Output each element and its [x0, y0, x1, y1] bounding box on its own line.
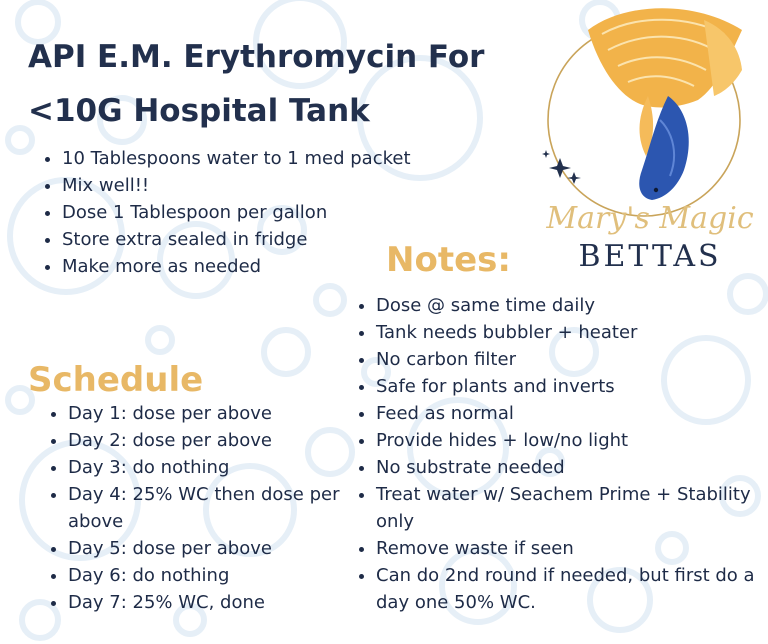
list-item: • Day 2: dose per above	[68, 427, 358, 454]
schedule-heading: Schedule	[28, 360, 204, 400]
list-item: • Day 1: dose per above	[68, 400, 358, 427]
list-item: • Day 6: do nothing	[68, 562, 358, 589]
list-item: • Feed as normal	[376, 400, 768, 427]
list-item: • Dose @ same time daily	[376, 292, 768, 319]
list-item: • Remove waste if seen	[376, 535, 768, 562]
list-item: • 10 Tablespoons water to 1 med packet	[62, 145, 482, 172]
list-item: • Can do 2nd round if needed, but first do a day one 50% WC.	[376, 562, 768, 616]
list-item: • Dose 1 Tablespoon per gallon	[62, 199, 482, 226]
list-item: • Day 3: do nothing	[68, 454, 358, 481]
list-item: • Day 4: 25% WC then dose per above	[68, 481, 358, 535]
list-item: • Treat water w/ Seachem Prime + Stability only	[376, 481, 768, 535]
list-item: • No carbon filter	[376, 346, 768, 373]
logo-name-text: BETTAS	[578, 239, 722, 274]
list-item: • Safe for plants and inverts	[376, 373, 768, 400]
list-item: • Provide hides + low/no light	[376, 427, 768, 454]
logo-script-text: Mary's Magic	[546, 201, 754, 236]
page-title: API E.M. Erythromycin For <10G Hospital Tank	[28, 39, 485, 129]
list-item: • Store extra sealed in fridge	[62, 226, 482, 253]
betta-fish-icon	[528, 0, 768, 280]
schedule-list	[42, 400, 358, 616]
list-item: • Mix well!!	[62, 172, 482, 199]
marys-magic-bettas-logo	[528, 0, 768, 280]
notes-list	[350, 292, 768, 616]
list-item: • Tank needs bubbler + heater	[376, 319, 768, 346]
notes-heading: Notes:	[386, 240, 511, 280]
list-item: • No substrate needed	[376, 454, 768, 481]
list-item: • Make more as needed	[62, 253, 482, 280]
list-item: • Day 5: dose per above	[68, 535, 358, 562]
list-item: • Day 7: 25% WC, done	[68, 589, 358, 616]
